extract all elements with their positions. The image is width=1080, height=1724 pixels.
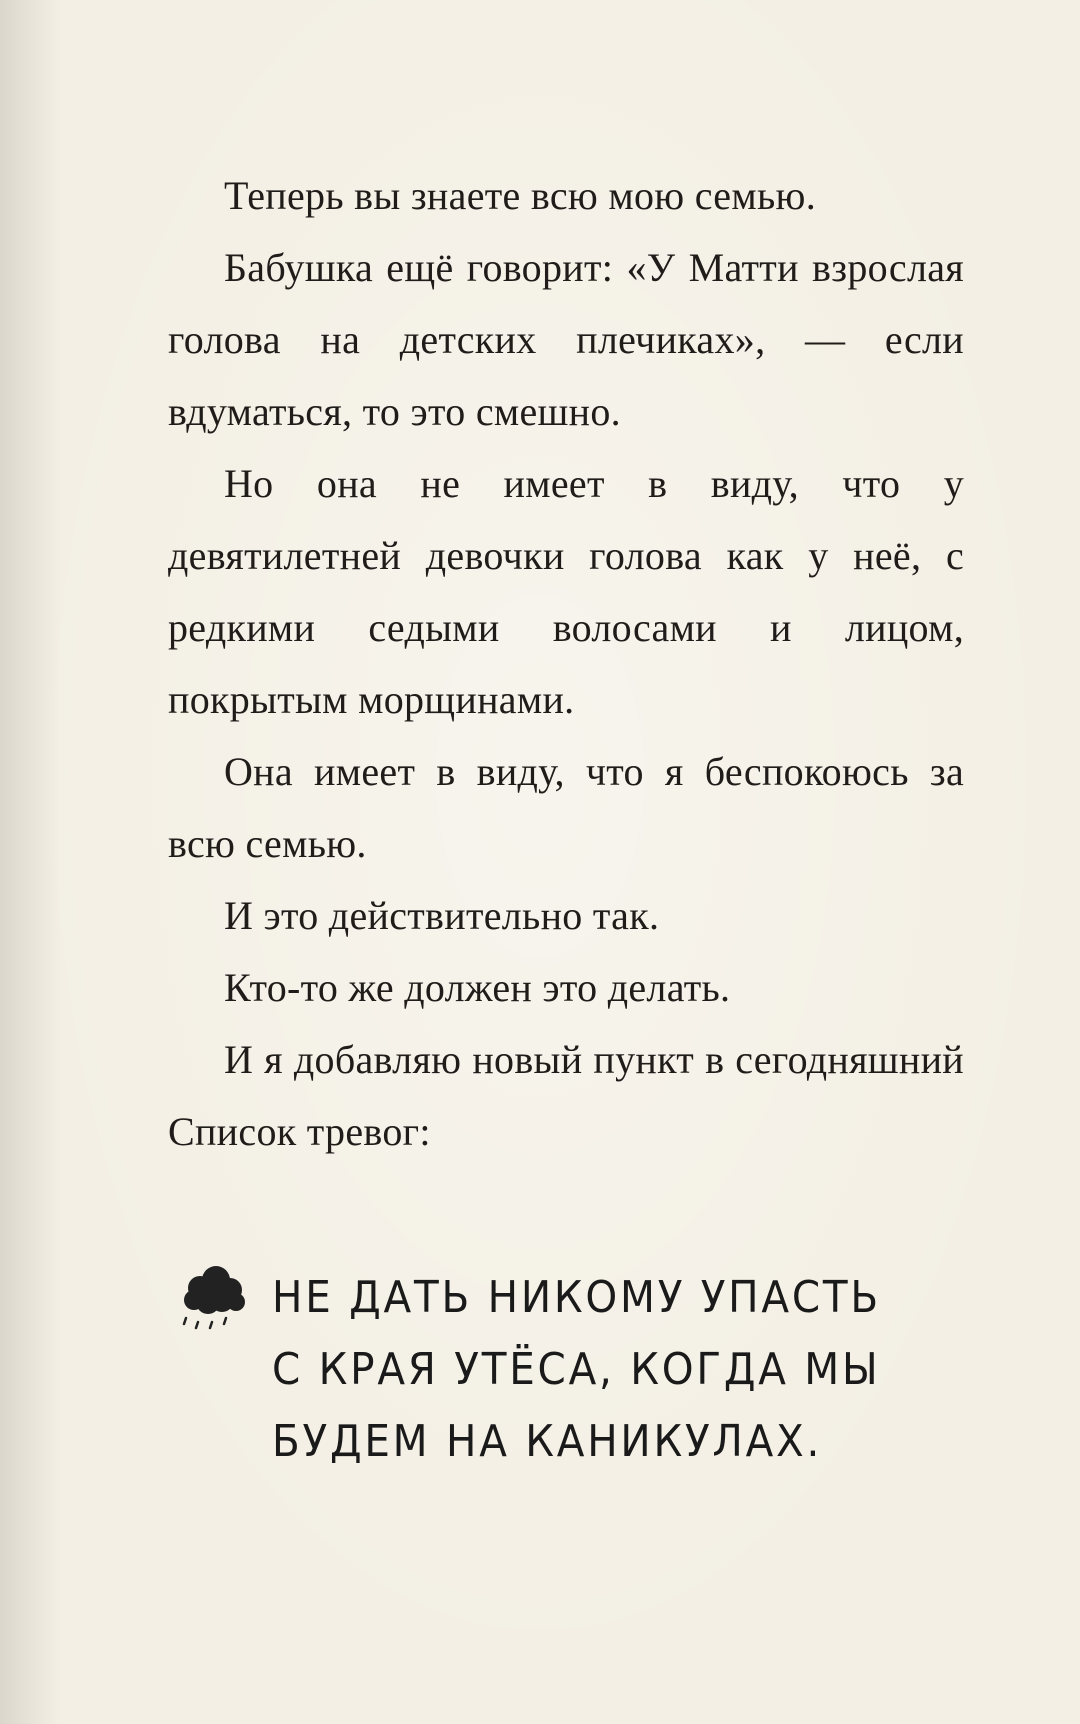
- worry-line-2: С КРАЯ УТЁСА, КОГДА МЫ: [272, 1344, 881, 1395]
- paragraph-6: Кто-то же должен это делать.: [224, 965, 731, 1010]
- worry-text: [272, 1262, 881, 1478]
- paragraph-5: И это действительно так.: [224, 893, 660, 938]
- worry-line-1: НЕ ДАТЬ НИКОМУ УПАСТЬ: [272, 1272, 881, 1323]
- paragraph-2: Бабушка ещё говорит: «У Матти взрослая голова на детских плечиках», — если вдуматься, то это смешно.: [168, 245, 964, 434]
- paragraph-7: И я добавляю новый пункт в сегодняшний Список тревог:: [168, 1037, 964, 1154]
- worry-line-3: БУДЕМ НА КАНИКУЛАХ.: [272, 1416, 823, 1467]
- paragraph-3: Но она не имеет в виду, что у девятилетней девочки голова как у неё, с редкими седыми волосами и лицом, покрытым морщинами.: [168, 461, 964, 722]
- body-text: [168, 160, 964, 1168]
- paragraph-4: Она имеет в виду, что я беспокоюсь за всю семью.: [168, 749, 964, 866]
- page-gutter-shadow: [0, 0, 60, 1724]
- paragraph-1: Теперь вы знаете всю мою семью.: [224, 173, 816, 218]
- rain-cloud-icon: [172, 1262, 252, 1342]
- worry-list-item: [172, 1262, 992, 1467]
